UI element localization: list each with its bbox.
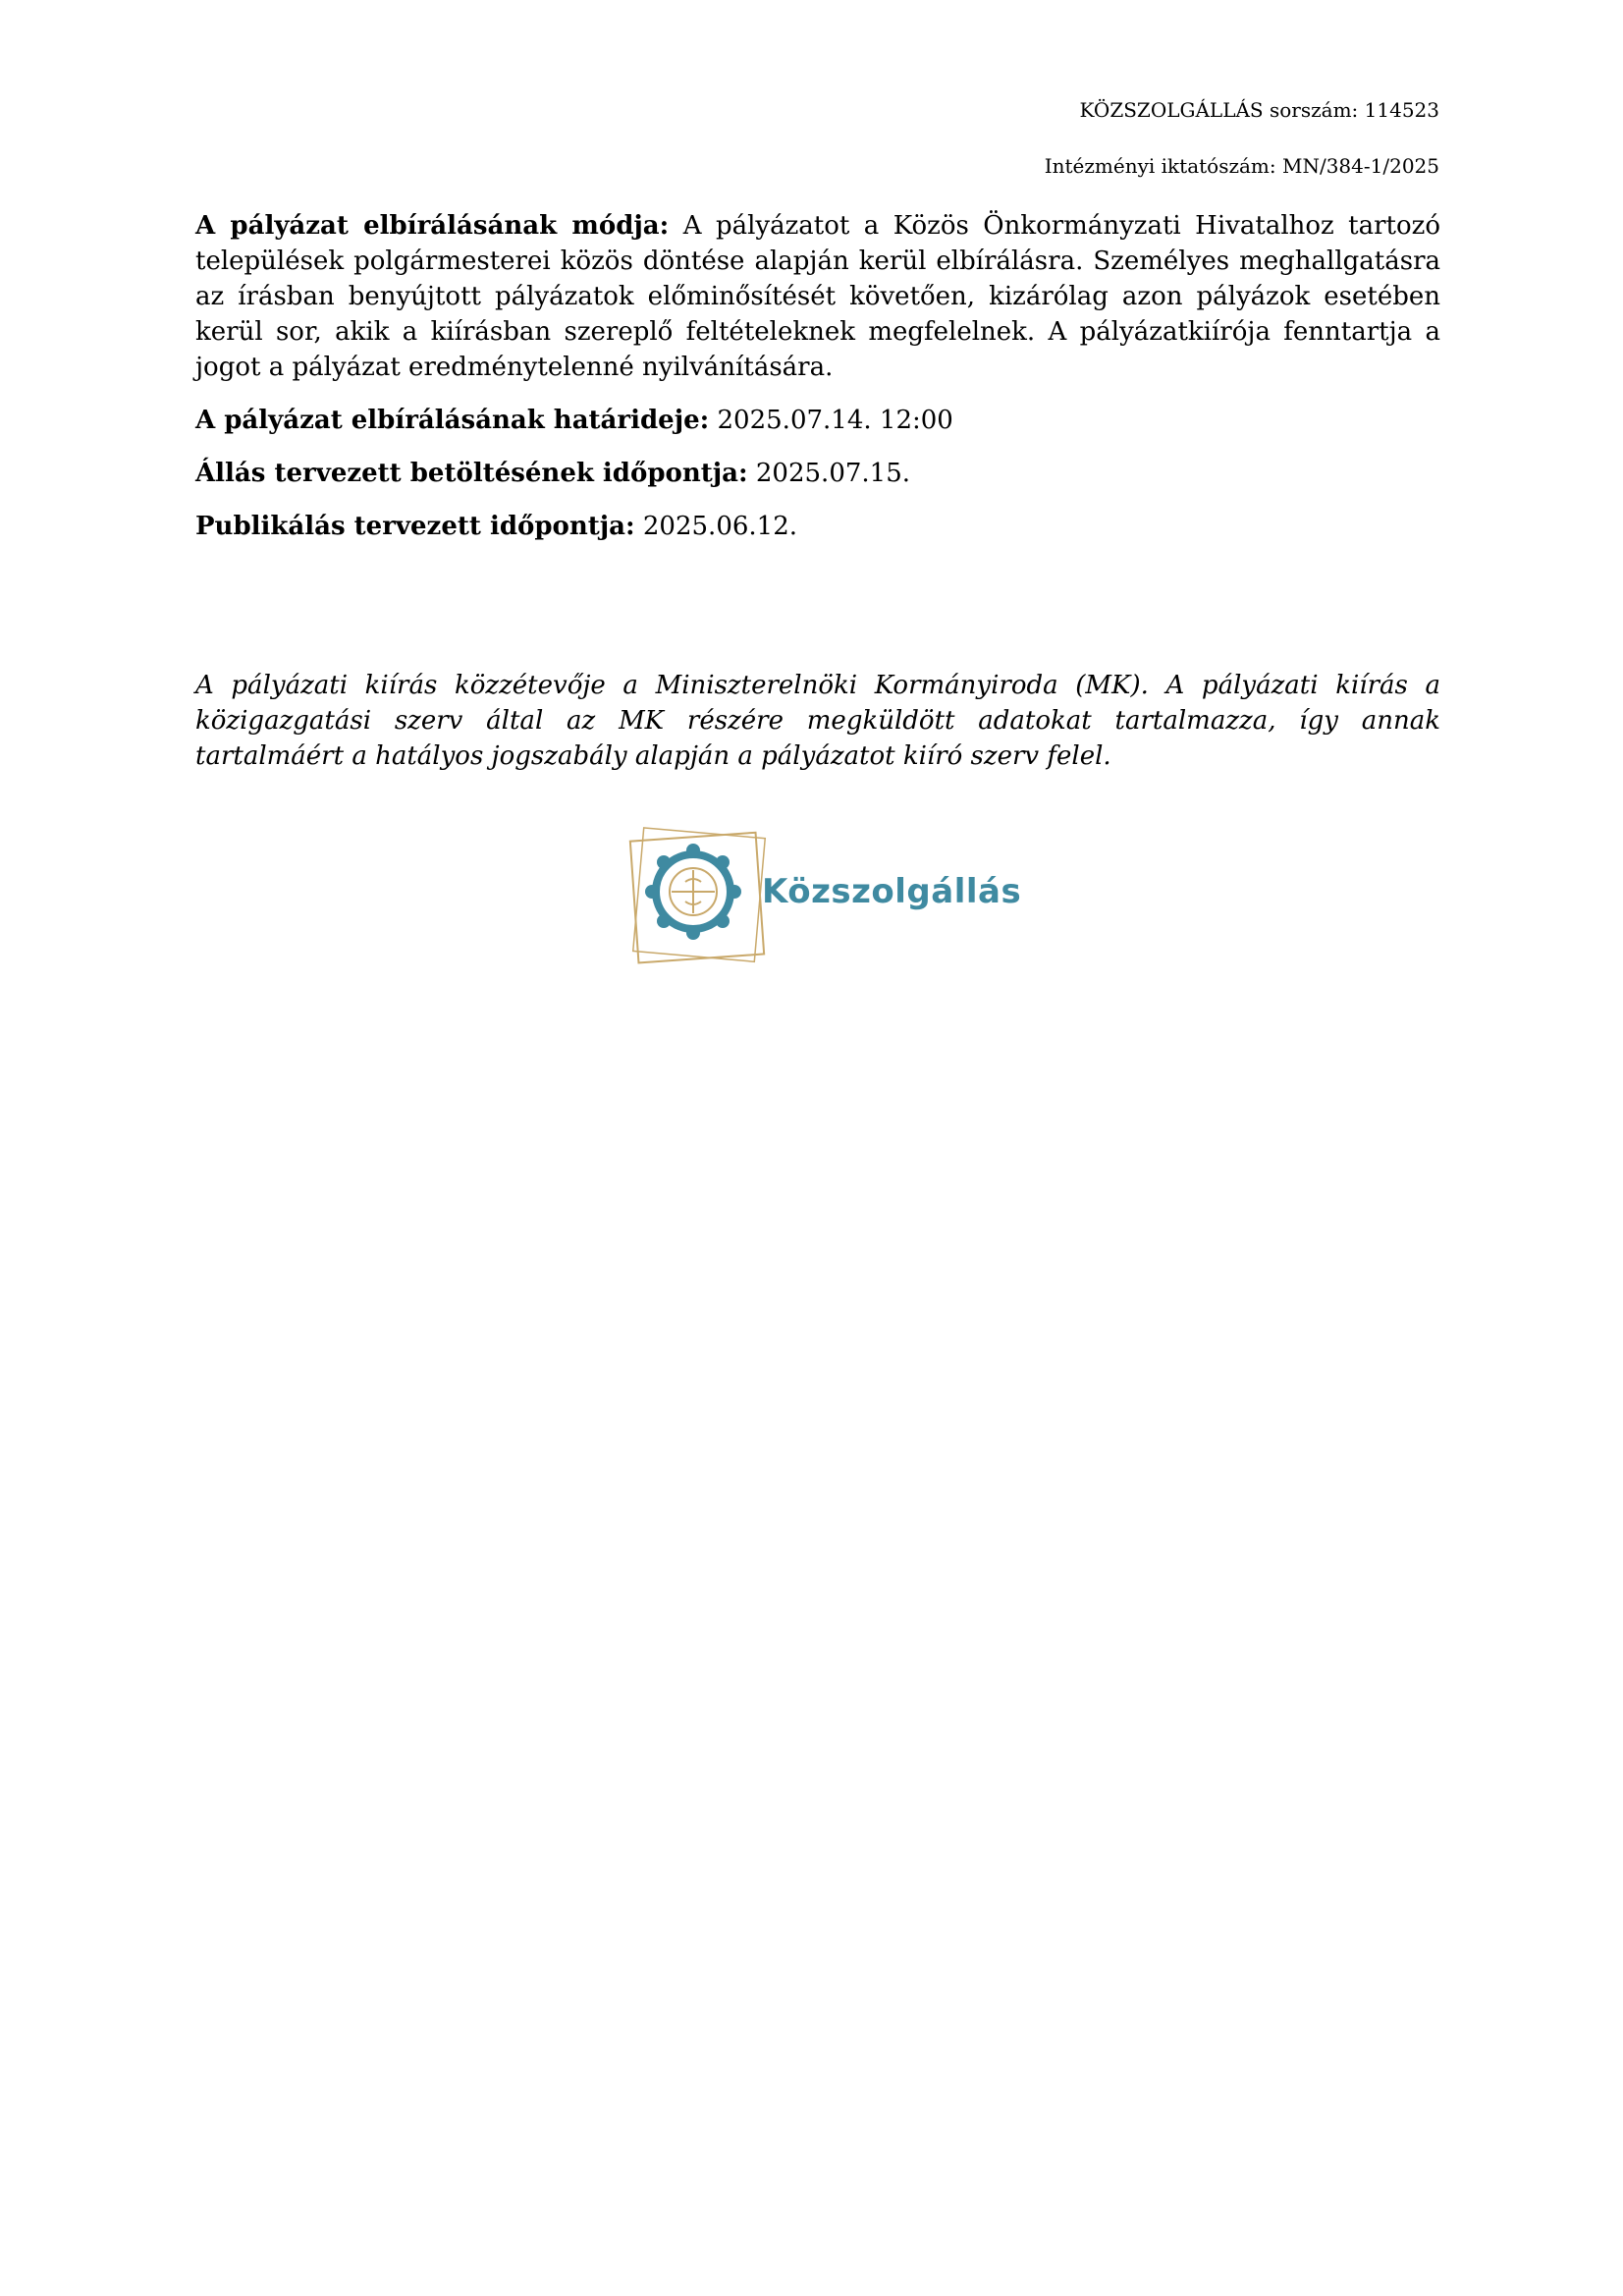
registry-number-line: Intézményi iktatószám: MN/384-1/2025 [1044,154,1439,178]
publish-date-label: Publikálás tervezett időpontja: [195,512,635,541]
evaluation-method-text: A pályázatot a Közös Önkormányzati Hivatalhoz tartozó települések polgármesterei közös döntése alapján kerül elbírálásra. Személyes meghallgatásra az írásban benyújtott pályázatok előminősítését követően, kizárólag azon pályázok esetében kerül sor, akik a kiírásban szereplő feltételeknek megfelelnek. A pályázatkiírója fenntartja a jogot a pályázat eredménytelenné nyilvánítására. [195,211,1441,382]
kozszolgallas-emblem-icon [624,821,772,968]
kozszolgallas-logo [624,821,1022,968]
evaluation-deadline-field [195,403,1440,438]
serial-number-line: KÖZSZOLGÁLLÁS sorszám: 114523 [1079,98,1439,122]
document-body [195,208,1440,562]
logo-wordmark: Közszolgállás [762,872,1022,911]
start-date-field [195,456,1440,491]
evaluation-method-label: A pályázat elbírálásának módja: [195,211,670,241]
evaluation-deadline-label: A pályázat elbírálásának határideje: [195,406,710,435]
start-date-value: 2025.07.15. [747,459,911,488]
publish-date-field [195,509,1440,544]
publish-date-value: 2025.06.12. [634,512,798,541]
publisher-notice: A pályázati kiírás közzétevője a Miniszterelnöki Kormányiroda (MK). A pályázati kiírás a közigazgatási szerv által az MK részére megküldött adatokat tartalmazza, így annak tartalmáért a hatályos jogszabály alapján a pályázatot kiíró szerv felel. [195,671,1440,771]
evaluation-method-paragraph [195,208,1440,385]
start-date-label: Állás tervezett betöltésének időpontja: [195,459,748,488]
evaluation-deadline-value: 2025.07.14. 12:00 [709,406,953,435]
